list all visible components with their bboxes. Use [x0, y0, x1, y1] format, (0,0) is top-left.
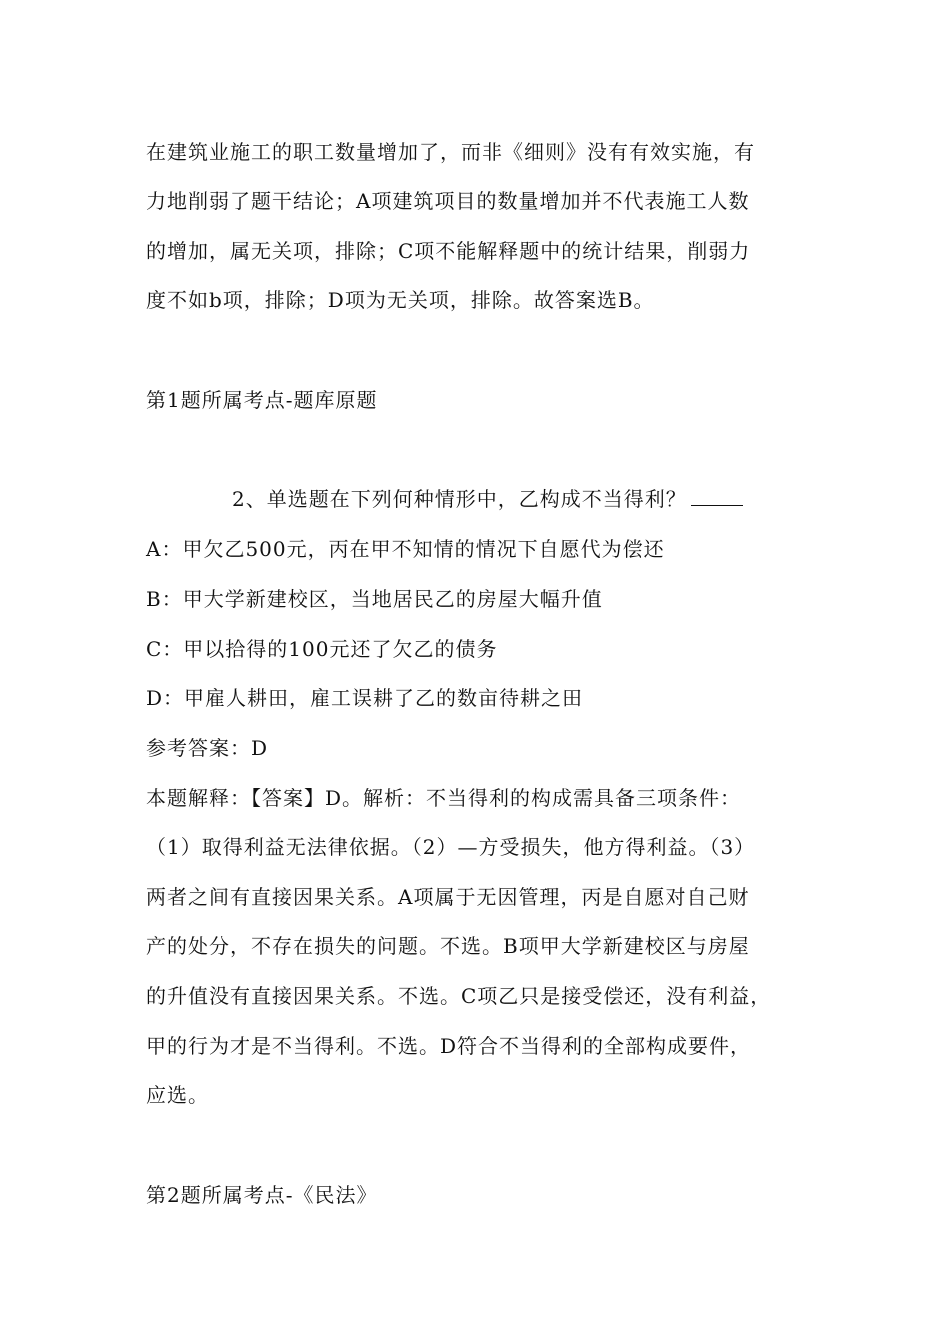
q2-stem: 2、单选题在下列何种情形中，乙构成不当得利？ [232, 487, 687, 511]
option-b: B：甲大学新建校区，当地居民乙的房屋大幅升值 [146, 587, 603, 611]
q2-topic: 第2题所属考点-《民法》 [146, 1183, 378, 1207]
explanation-line: 产的处分，不存在损失的问题。不选。B项甲大学新建校区与房屋 [146, 934, 750, 958]
explanation-line: 两者之间有直接因果关系。A项属于无因管理，丙是自愿对自己财 [146, 885, 750, 909]
explanation-line: 应选。 [146, 1083, 209, 1107]
answer-blank [691, 487, 743, 506]
explanation-line: 在建筑业施工的职工数量增加了，而非《细则》没有有效实施，有 [146, 140, 755, 164]
option-a: A：甲欠乙500元，丙在甲不知情的情况下自愿代为偿还 [146, 537, 665, 561]
explanation-line: 力地削弱了题干结论；A项建筑项目的数量增加并不代表施工人数 [146, 189, 750, 213]
explanation-line: 甲的行为才是不当得利。不选。D符合不当得利的全部构成要件， [146, 1034, 752, 1058]
q1-topic: 第1题所属考点-题库原题 [146, 388, 378, 412]
option-d: D：甲雇人耕田，雇工误耕了乙的数亩待耕之田 [146, 686, 584, 710]
q2-stem-row [232, 485, 743, 513]
explanation-line: （1）取得利益无法律依据。（2）—方受损失，他方得利益。（3） [146, 835, 756, 859]
explanation-line: 度不如b项，排除；D项为无关项，排除。故答案选B。 [146, 288, 655, 312]
explanation-line: 本题解释：【答案】D。解析：不当得利的构成需具备三项条件： [146, 786, 742, 810]
explanation-line: 的增加，属无关项，排除；C项不能解释题中的统计结果，削弱力 [146, 239, 751, 263]
explanation-line: 的升值没有直接因果关系。不选。C项乙只是接受偿还，没有利益， [146, 984, 772, 1008]
reference-answer: 参考答案：D [146, 736, 269, 760]
option-c: C：甲以拾得的100元还了欠乙的债务 [146, 637, 498, 661]
